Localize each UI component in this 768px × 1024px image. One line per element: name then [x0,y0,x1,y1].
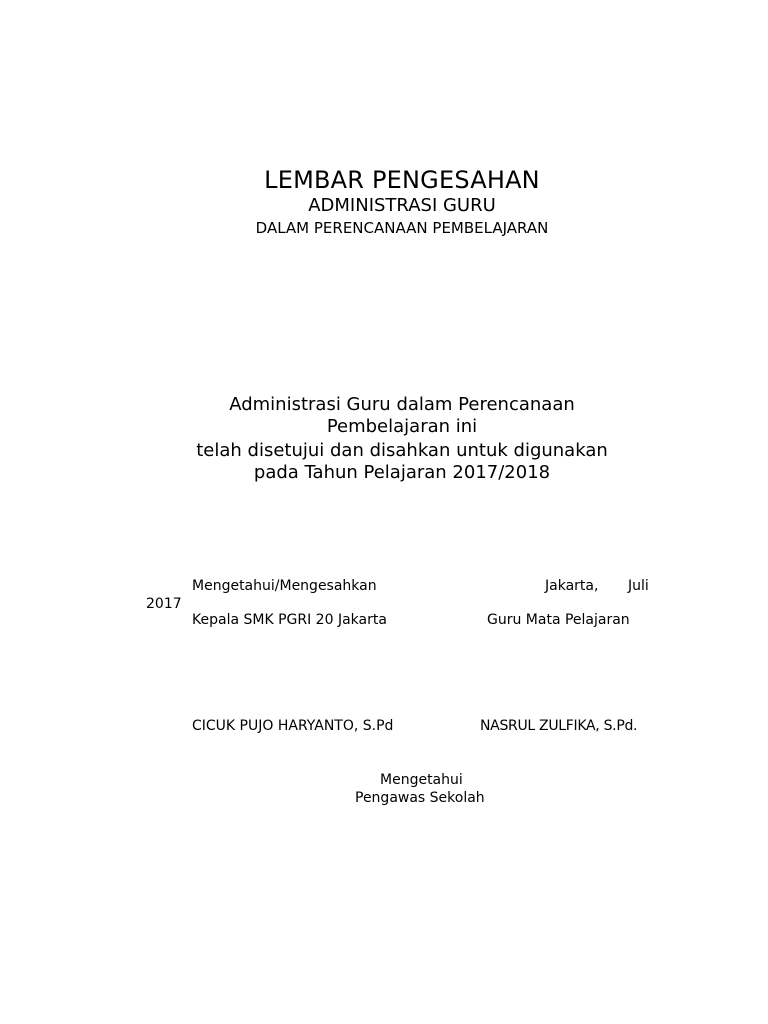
teacher-name: NASRUL ZULFIKA, S.Pd. [480,718,638,734]
statement-line-1: Administrasi Guru dalam Perencanaan [229,394,575,415]
statement-line-2: Pembelajaran ini [326,416,478,437]
statement-line-3: telah disetujui dan disahkan untuk digunakan [196,440,608,461]
approval-heading: Mengetahui/Mengesahkan [192,578,377,594]
principal-name: CICUK PUJO HARYANTO, S.Pd [192,718,394,734]
document-subtitle: ADMINISTRASI GURU [308,195,496,216]
document-title: LEMBAR PENGESAHAN [264,166,540,194]
signing-year: 2017 [146,596,182,612]
supervisor-role: Pengawas Sekolah [355,790,485,806]
supervisor-heading: Mengetahui [380,772,463,788]
principal-role: Kepala SMK PGRI 20 Jakarta [192,612,387,628]
signing-month: Juli [628,578,649,594]
signing-place: Jakarta, [545,578,599,594]
statement-line-4: pada Tahun Pelajaran 2017/2018 [253,462,551,483]
teacher-role: Guru Mata Pelajaran [487,612,630,628]
document-subtitle-secondary: DALAM PERENCANAAN PEMBELAJARAN [255,219,549,237]
